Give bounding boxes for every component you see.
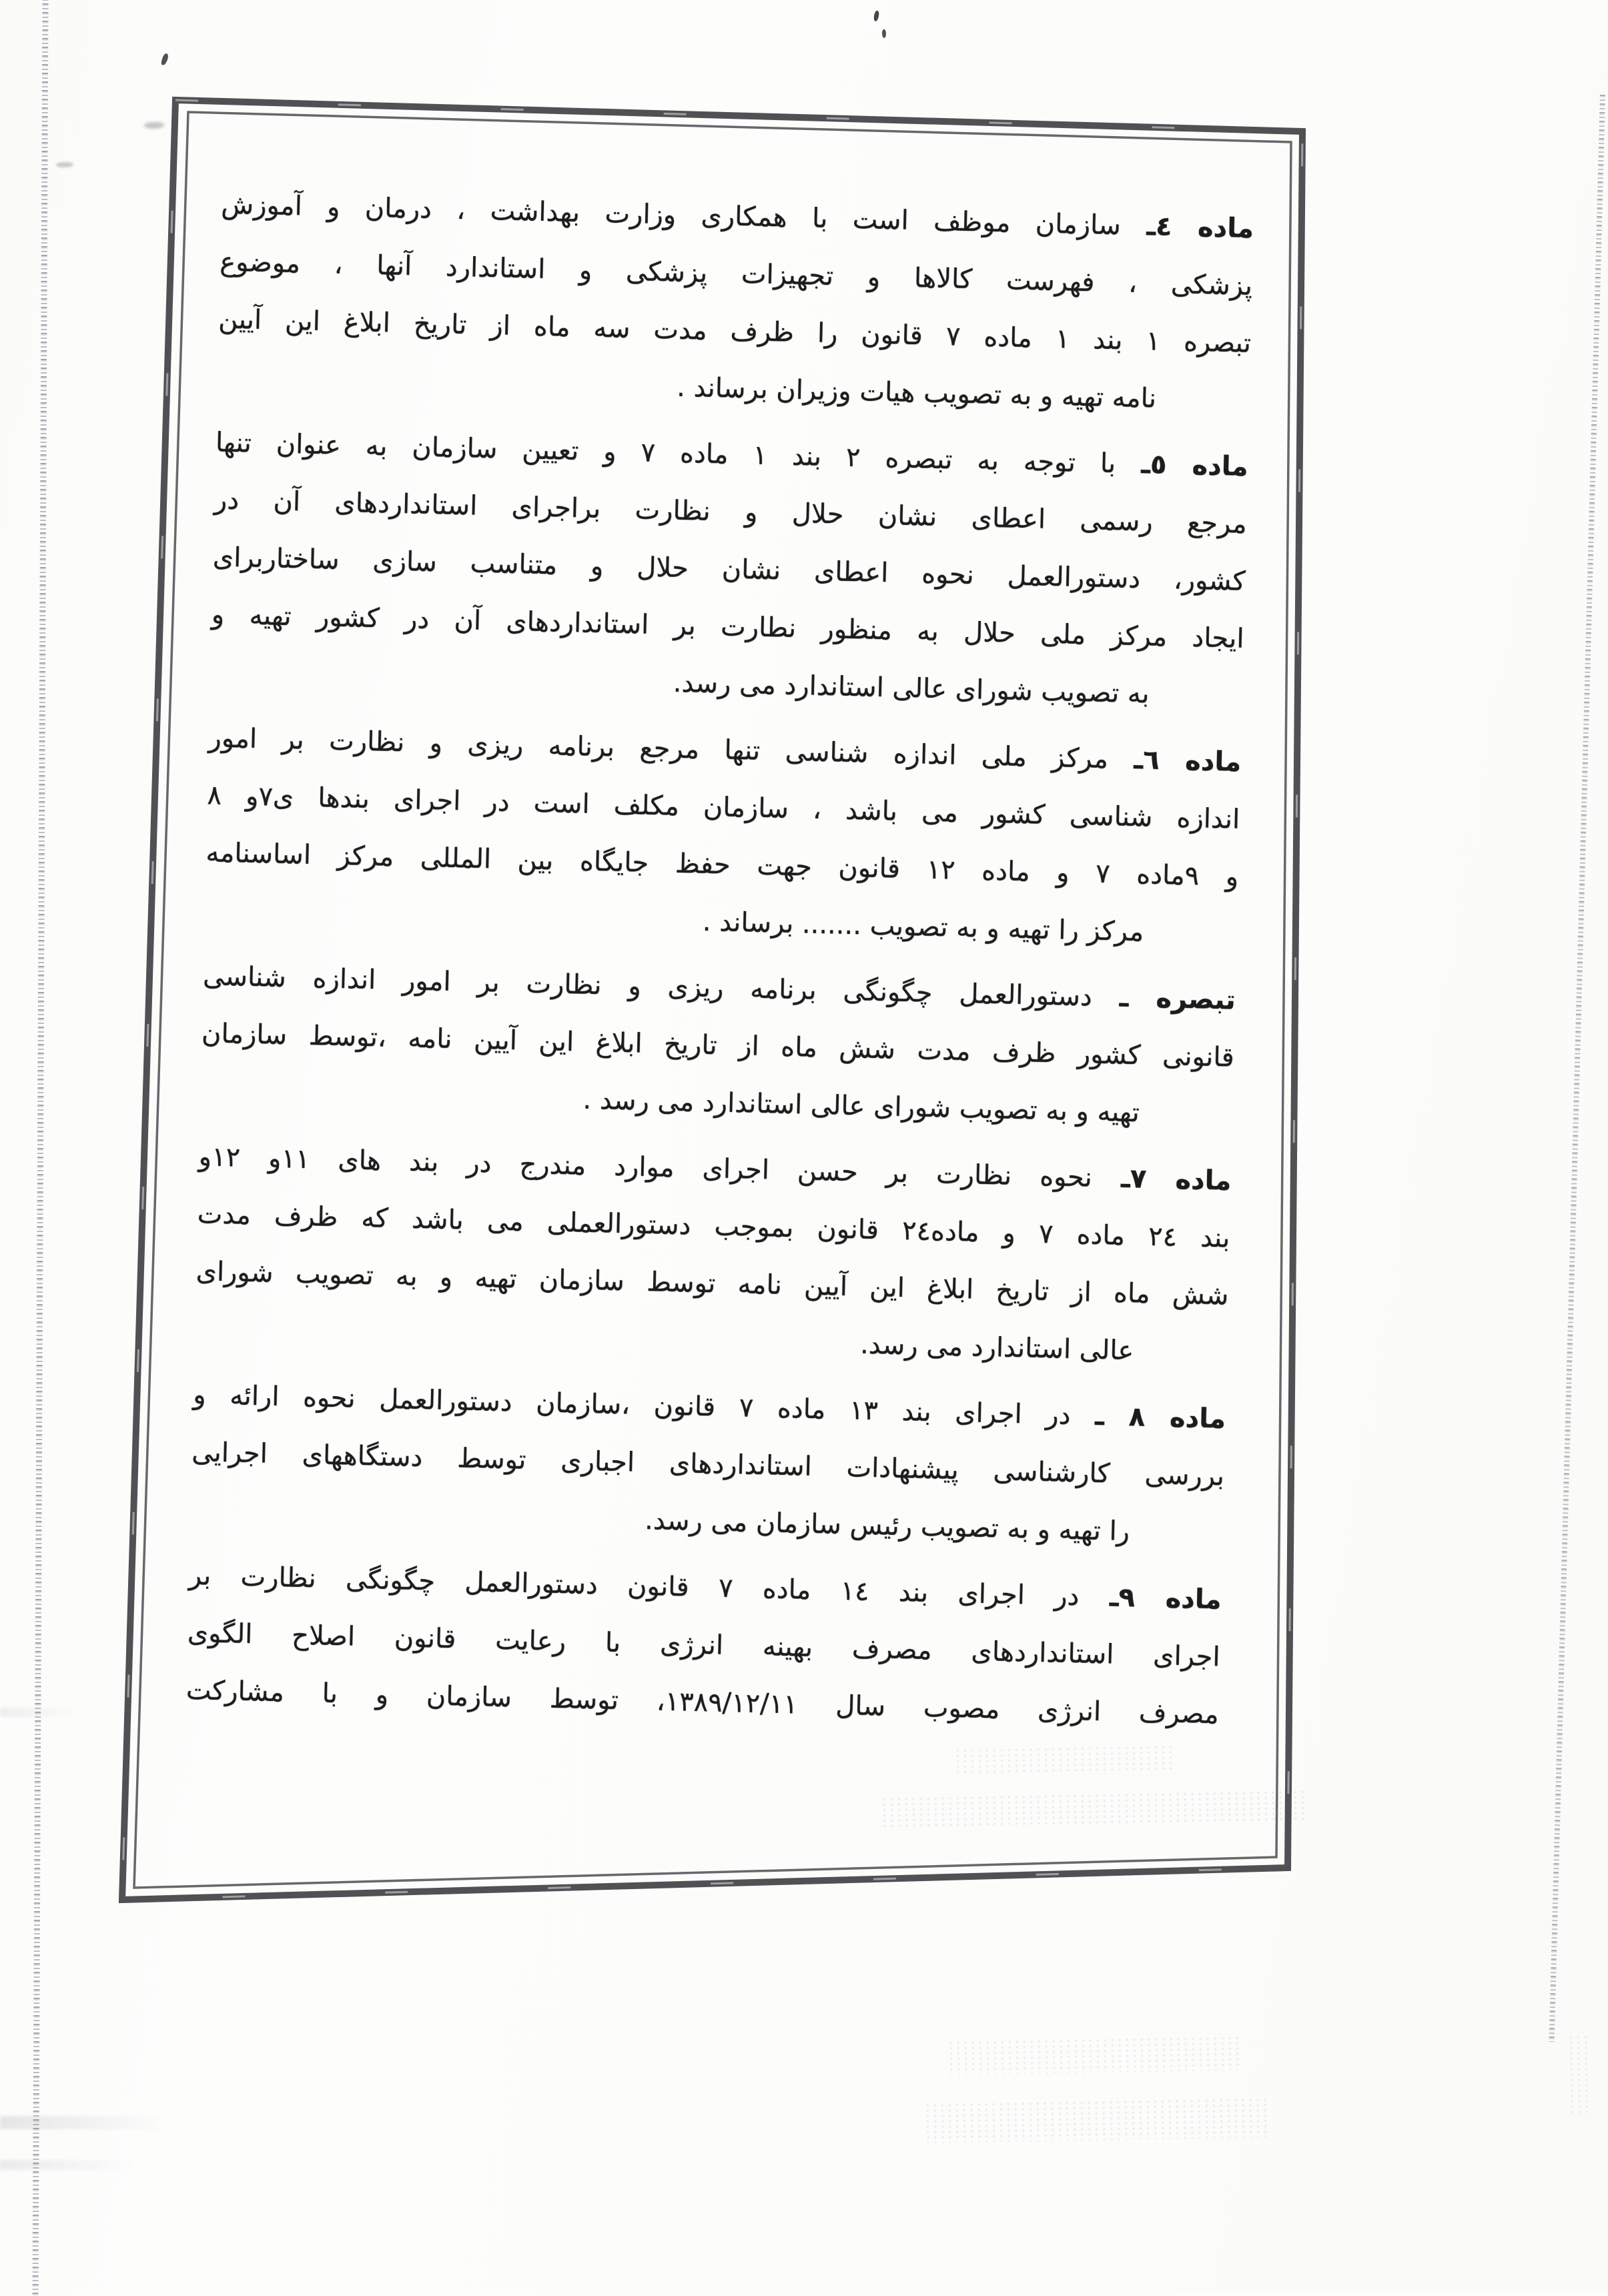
ink-speck <box>161 53 169 65</box>
article-label: ماده ۸ ـ <box>1070 1400 1226 1435</box>
text-line: ماده ٦ـ مرکز ملی اندازه شناسی تنها مرجع برنامه ریزی و نظارت بر امور <box>208 722 1242 778</box>
article-paragraph <box>210 414 1249 724</box>
text-line: ماده ٥ـ با توجه به تبصره ۲ بند ۱ ماده ۷ و تعیین سازمان به عنوان تنها <box>215 427 1249 482</box>
text-line: اجرای استانداردهای مصرف بهینه انرژی با رعایت قانون اصلاح الگوی <box>187 1617 1221 1673</box>
text-line: بند ۲٤ ماده ۷ و ماده۲٤ قانون بموجب دستورالعملی می باشد که ظرف مدت <box>197 1199 1230 1254</box>
text-line: را تهیه و به تصویب رئیس سازمان می رسد. <box>644 1505 1130 1548</box>
text-line: ماده ٤ـ سازمان موظف است با همکاری وزارت بهداشت ، درمان و آموزش <box>220 189 1254 244</box>
text-line: ماده ۹ـ در اجرای بند ۱٤ ماده ۷ قانون دستورالعمل چگونگی نظارت بر <box>188 1560 1222 1616</box>
text-line: تهیه و به تصویب شورای عالی استاندارد می رسد . <box>582 1084 1140 1129</box>
text-line: شش ماه از تاریخ ابلاغ این آیین نامه توسط سازمان تهیه و به تصویب شورای <box>195 1256 1229 1311</box>
article-paragraph <box>189 1366 1226 1562</box>
article-label: ماده ٦ـ <box>1108 744 1242 778</box>
text-line: تبصره ۱ بند ۱ ماده ۷ قانون را ظرف مدت سه ماه از تاریخ ابلاغ این آیین <box>218 304 1252 359</box>
text-line: عالی استاندارد می رسد. <box>859 1329 1134 1367</box>
gray-smudge <box>56 162 73 167</box>
text-line: ماده ۷ـ نحوه نظارت بر حسن اجرای موارد مندرج در بند های ۱۱و ۱۲و <box>198 1141 1232 1197</box>
article-paragraph <box>199 947 1236 1143</box>
text-line: کشور، دستورالعمل نحوه اعطای نشان حلال و متناسب سازی ساختاربرای <box>212 542 1246 597</box>
scan-edge-artifact-left <box>32 0 48 2296</box>
text-line: اندازه شناسی کشور می باشد ، سازمان مکلف است در اجرای بندها ی۷و ۸ <box>207 780 1240 835</box>
text-line: ماده ۸ ـ در اجرای بند ۱۳ ماده ۷ قانون ،سازمان دستورالعمل نحوه ارائه و <box>192 1379 1226 1435</box>
text-line: تبصره ـ دستورالعمل چگونگی برنامه ریزی و نظارت بر امور اندازه شناسی <box>202 961 1236 1016</box>
article-label: ماده ٥ـ <box>1115 448 1249 482</box>
text-line: پزشکی ، فهرست کالاها و تجهیزات پزشکی و استاندارد آنها ، موضوع <box>219 246 1253 302</box>
bleedthrough-smudge <box>954 1744 1175 1775</box>
text-line: مصرف انرژی مصوب سال ۱۳۸۹/۱۲/۱۱، توسط سازمان و با مشارکت <box>185 1674 1220 1730</box>
bleedthrough-smudge <box>881 1789 1308 1827</box>
text-line: مرکز را تهیه و به تصویب ....... برساند . <box>702 906 1144 948</box>
text-line: نامه تهیه و به تصویب هیات وزیران برساند . <box>676 372 1157 414</box>
scan-edge-artifact-right <box>1549 95 1605 2042</box>
article-label: ماده ۹ـ <box>1078 1581 1222 1616</box>
article-paragraph <box>194 1128 1232 1381</box>
ink-speck <box>873 11 879 22</box>
text-line: بررسی کارشناسی پیشنهادات استانداردهای اجباری توسط دستگاههای اجرایی <box>191 1437 1225 1492</box>
ink-speck <box>882 29 887 38</box>
article-label: ماده ٤ـ <box>1120 210 1254 244</box>
text-line: مرجع رسمی اعطای نشان حلال و نظارت براجرای استانداردهای آن در <box>214 484 1248 540</box>
scan-smudge-band <box>0 2160 137 2170</box>
text-line: و ۹ماده ۷ و ماده ۱۲ قانون جهت حفظ جایگاه بین المللی مرکز اساسنامه <box>205 837 1239 893</box>
article-paragraph <box>216 176 1254 430</box>
scan-smudge-band <box>0 2116 167 2129</box>
document-text <box>185 176 1254 1752</box>
bleedthrough-smudge <box>1567 2035 1589 2115</box>
scan-smudge-band <box>0 1708 80 1717</box>
gray-smudge <box>144 122 164 129</box>
bleedthrough-smudge <box>924 2097 1272 2143</box>
text-line: به تصویب شورای عالی استاندارد می رسد. <box>673 667 1150 710</box>
text-line: قانونی کشور ظرف مدت شش ماه از تاریخ ابلاغ این آیین نامه ،توسط سازمان <box>201 1018 1235 1073</box>
article-paragraph <box>185 1547 1222 1743</box>
text-line: ایجاد مرکز ملی حلال به منظور نطارت بر استانداردهای آن در کشور تهیه و <box>211 599 1245 654</box>
bleedthrough-smudge <box>947 2035 1242 2075</box>
article-label: تبصره ـ <box>1092 981 1236 1016</box>
article-label: ماده ۷ـ <box>1092 1162 1232 1197</box>
article-paragraph <box>204 709 1242 963</box>
